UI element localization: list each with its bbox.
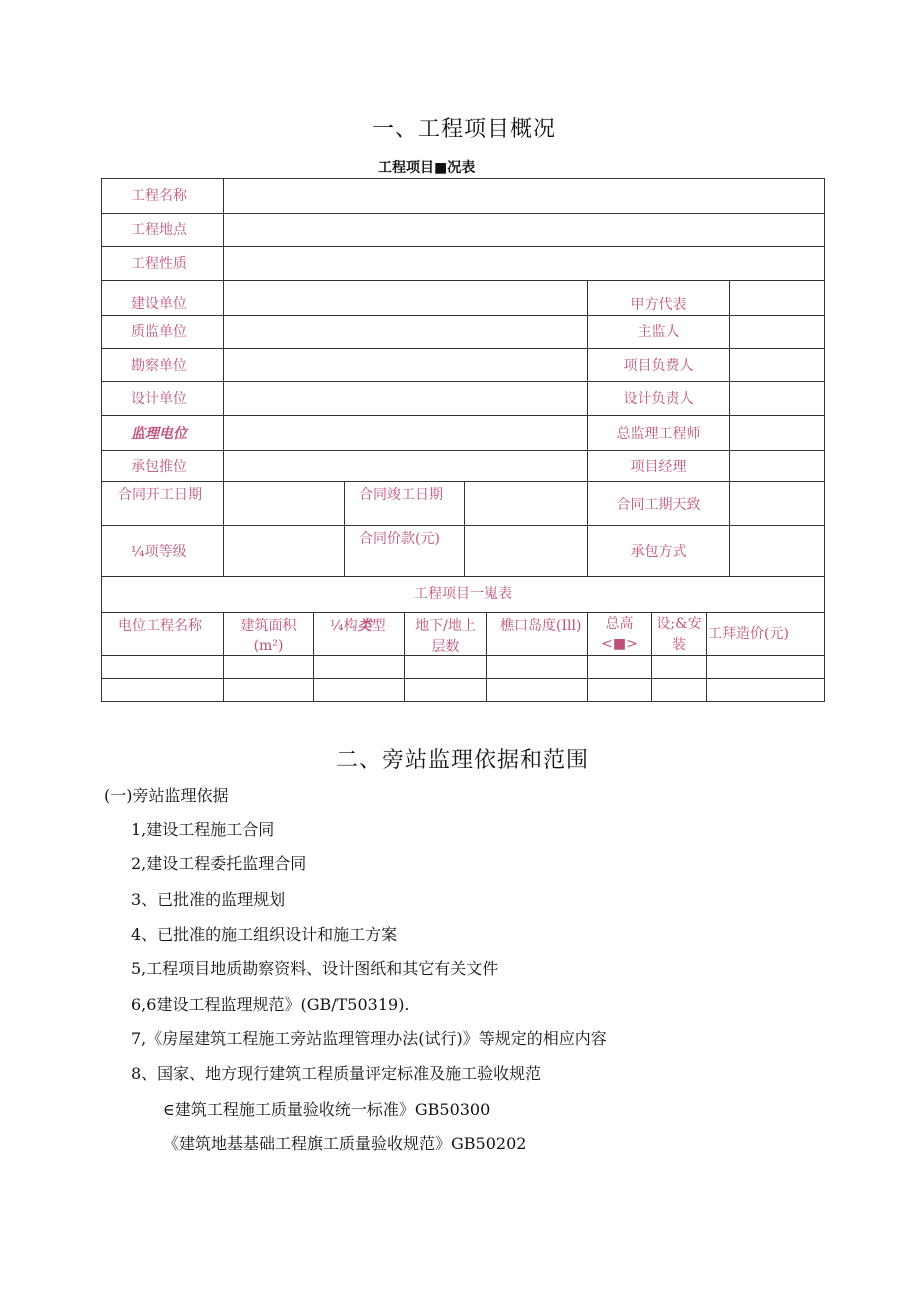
list-header-structure-b: 类 xyxy=(357,618,372,634)
basis-item: 1,建设工程施工合同 xyxy=(131,820,275,839)
list-header-name: 电位工程名称 xyxy=(118,618,202,634)
standard-item: 《建筑地基基础工程旗工质量验收规范》GB50202 xyxy=(163,1134,527,1153)
label-contract-unit: 承包推位 xyxy=(131,459,187,475)
label-project-location: 工程地点 xyxy=(131,222,187,238)
basis-item: 7,《房屋建筑工程施工旁站监理管理办法(试行)》等规定的相应内容 xyxy=(131,1029,607,1048)
label-design-unit: 设计单位 xyxy=(131,391,187,407)
label-supervise-unit: 监理电位 xyxy=(131,426,187,442)
list-header-equipment xyxy=(652,615,706,654)
label-method: 承包方式 xyxy=(630,544,687,560)
basis-item: 5,工程项目地质勘察资料、设计图纸和其它有关文件 xyxy=(131,959,499,978)
list-header-floors xyxy=(405,617,486,656)
label-supervise-person: 总监理工程师 xyxy=(616,426,701,442)
section-title-2: 二、旁站监理依据和范围 xyxy=(336,748,590,773)
label-quality-person: 主监人 xyxy=(637,324,680,340)
list-header-eave-height: 樵口岛度(Ill) xyxy=(500,618,582,634)
list-header-total-height-line1: 总高 xyxy=(605,616,634,632)
label-survey-person: 项目负费人 xyxy=(623,358,694,374)
basis-item: 3、已批准的监理规划 xyxy=(131,890,286,909)
label-survey-unit: 勘察单位 xyxy=(131,358,187,374)
list-header-area-line1: 建筑面积 xyxy=(240,618,297,634)
section-title-1: 一、工程项目概况 xyxy=(372,117,557,142)
list-header-total-height xyxy=(588,615,651,653)
list-header-equipment-line1: 设;&安 xyxy=(656,616,702,632)
label-end-date: 合同竣工日期 xyxy=(359,487,443,503)
label-duration: 合同工期天致 xyxy=(616,497,701,513)
list-header-structure-a: ¼构 xyxy=(330,618,358,634)
label-grade: ¼项等级 xyxy=(131,544,187,560)
list-header-structure-c: 型 xyxy=(371,618,386,634)
label-start-date: 合同开工日期 xyxy=(118,487,202,503)
subsection-title: (一)旁站监理依据 xyxy=(104,786,229,805)
standard-item: ∈建筑工程施工质量验收统一标准》GB50300 xyxy=(163,1100,491,1119)
label-builder-rep: 甲方代表 xyxy=(630,297,687,313)
list-header-area xyxy=(224,617,313,655)
list-header-equipment-line2: 装 xyxy=(672,637,686,653)
list-header-structure xyxy=(330,617,386,635)
label-project-nature: 工程性质 xyxy=(131,256,187,272)
label-contract-person: 项目经理 xyxy=(630,459,687,475)
basis-item: 8、国家、地方现行建筑工程质量评定标准及施工验收规范 xyxy=(131,1064,542,1083)
list-header-cost: 工拜造价(元) xyxy=(708,626,789,642)
label-price: 合同价款(元) xyxy=(359,531,440,547)
basis-item: 4、已批准的施工组织设计和施工方案 xyxy=(131,925,398,944)
list-header-floors-line2: 层数 xyxy=(431,639,460,655)
basis-item: 2,建设工程委托监理合同 xyxy=(131,854,307,873)
basis-item: 6,6建设工程监理规范》(GB/T50319). xyxy=(131,995,410,1014)
label-quality-unit: 质监单位 xyxy=(131,324,187,340)
table-caption: 工程项目■况表 xyxy=(378,160,476,176)
list-header-floors-line1: 地下/地上 xyxy=(415,618,476,634)
list-header-total-height-line2: <■> xyxy=(601,636,638,652)
list-title: 工程项目一嵬表 xyxy=(414,586,512,602)
label-project-name: 工程名称 xyxy=(131,188,187,204)
label-design-person: 设计负责人 xyxy=(623,391,694,407)
label-builder-unit: 建设单位 xyxy=(131,296,187,312)
list-header-area-line2: (m²) xyxy=(253,638,284,654)
